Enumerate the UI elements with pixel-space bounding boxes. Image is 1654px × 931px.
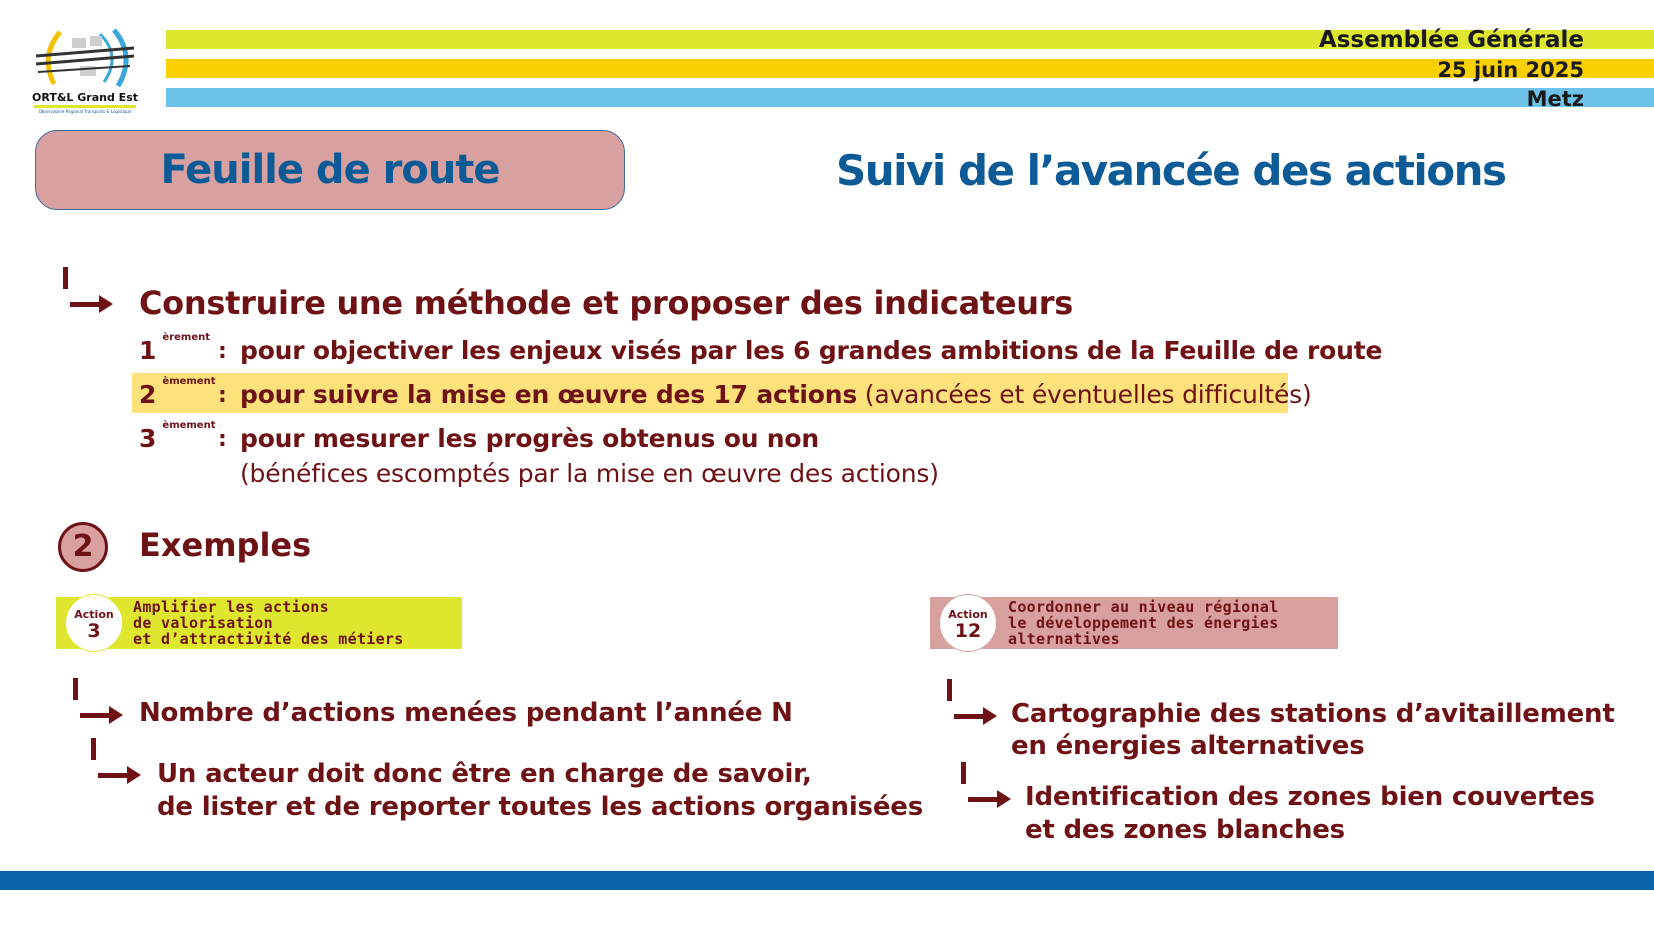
item-superscript: èrement	[162, 332, 211, 343]
section2-number-badge	[58, 522, 108, 572]
action-card-title	[133, 599, 404, 647]
item-colon: :	[218, 339, 227, 364]
logo-underline	[34, 105, 136, 108]
left-point1-arrow-icon	[73, 678, 123, 728]
action-title-line: Amplifier les actions	[133, 598, 329, 616]
action-card-title	[1008, 599, 1279, 647]
action-title-line: Coordonner au niveau régional	[1008, 598, 1279, 616]
item-colon: :	[218, 383, 227, 408]
action-badge-12	[940, 595, 996, 651]
item-text-bold: pour suivre la mise en œuvre des 17 actions	[240, 380, 858, 409]
right-point1-text	[1011, 698, 1615, 762]
right-point2-arrow-icon	[961, 762, 1011, 812]
action-title-line: alternatives	[1008, 630, 1120, 648]
logo	[30, 26, 140, 112]
item-colon: :	[218, 427, 227, 452]
action-badge-label: Action	[74, 608, 114, 621]
item-number: 2	[139, 380, 157, 409]
header-date: 25 juin 2025	[1437, 58, 1584, 82]
right-point2-text	[1025, 781, 1595, 847]
item-text-normal: (avancées et éventuelles difficultés)	[857, 380, 1312, 409]
section1-arrow-icon	[63, 267, 113, 317]
logo-subtitle: Observatoire Régional Transports & Logistique	[38, 109, 132, 114]
band-orange	[166, 59, 1654, 78]
tab-feuille-de-route	[35, 130, 625, 210]
logo-graphic-icon	[30, 26, 140, 88]
right-point1-arrow-icon	[947, 679, 997, 729]
section2-number: 2	[72, 529, 94, 564]
action-title-line: et d’attractivité des métiers	[133, 630, 404, 648]
header-location: Metz	[1526, 87, 1584, 111]
item-text-bold: pour mesurer les progrès obtenus ou non	[240, 424, 819, 453]
list-item-3	[139, 420, 216, 453]
left-point2-line: Un acteur doit donc être en charge de savoir,	[157, 759, 812, 789]
list-item-2	[139, 376, 216, 409]
left-point2-arrow-icon	[91, 738, 141, 788]
band-blue	[166, 88, 1654, 107]
section1-heading: Construire une méthode et proposer des indicateurs	[139, 284, 1073, 322]
logo-name: ORT&L Grand Est	[32, 91, 138, 104]
action-badge-number: 3	[87, 620, 101, 642]
action-title-line: de valorisation	[133, 614, 273, 632]
page-title: Suivi de l’avancée des actions	[836, 146, 1506, 195]
item-number: 3	[139, 424, 157, 453]
right-point1-line: Cartographie des stations d’avitaillement	[1011, 699, 1615, 729]
action-badge-label: Action	[948, 608, 988, 621]
left-point1-text: Nombre d’actions menées pendant l’année N	[139, 698, 793, 728]
header-event-title: Assemblée Générale	[1318, 27, 1584, 53]
item-superscript: èmement	[162, 376, 216, 387]
left-point2-text	[157, 758, 923, 824]
item-text-normal: (bénéfices escomptés par la mise en œuvre des actions)	[240, 459, 939, 488]
footer-bar	[0, 871, 1654, 890]
action-title-line: le développement des énergies	[1008, 614, 1279, 632]
action-badge-number: 12	[954, 620, 982, 642]
right-point2-line: et des zones blanches	[1025, 815, 1345, 845]
right-point1-line: en énergies alternatives	[1011, 731, 1365, 761]
list-item-1	[139, 332, 211, 365]
left-point2-line: de lister et de reporter toutes les actions organisées	[157, 792, 923, 822]
right-point2-line: Identification des zones bien couvertes	[1025, 782, 1595, 812]
item-superscript: èmement	[162, 420, 216, 431]
item-text-bold: pour objectiver les enjeux visés par les 6 grandes ambitions de la Feuille de route	[240, 336, 1383, 365]
item-text	[240, 380, 1312, 409]
section2-heading: Exemples	[139, 526, 312, 564]
item-number: 1	[139, 336, 157, 365]
action-badge-3	[66, 595, 122, 651]
tab-label: Feuille de route	[160, 147, 500, 193]
